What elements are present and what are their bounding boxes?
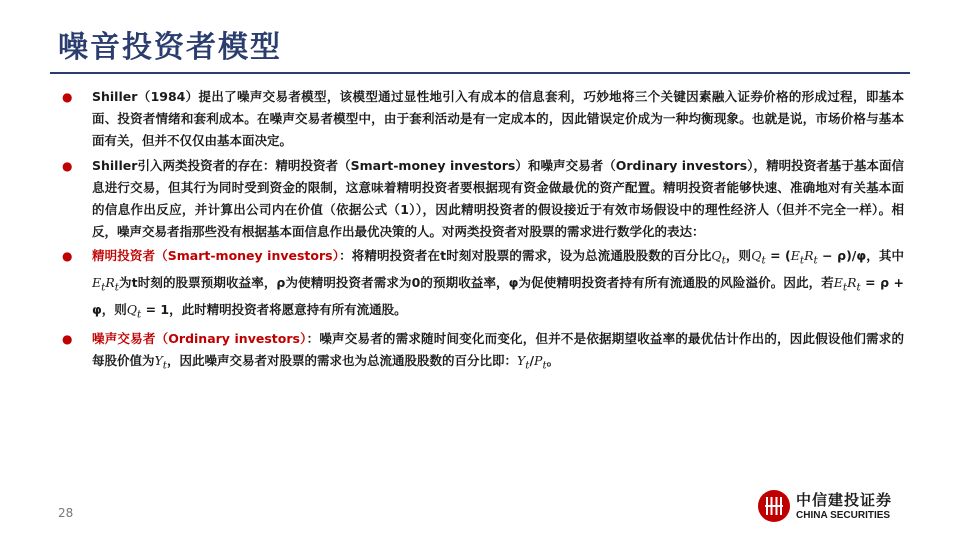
text-segment: ，则 — [725, 248, 752, 264]
logo-chinese-name: 中信建投证券 — [796, 490, 893, 509]
bullet-text — [92, 328, 904, 377]
bullet-marker-icon: ● — [62, 331, 73, 346]
bullet-item-noise-traders — [62, 328, 904, 377]
text-segment: = 1，此时精明投资者将愿意持有所有流通股。 — [141, 301, 407, 317]
text-segment: = ( — [765, 248, 791, 264]
math-var: $E_tR_t$ — [92, 275, 119, 294]
math-var: $P_t$ — [534, 352, 547, 372]
text-segment: 为t时刻的股票预期收益率，ρ为使精明投资者需求为0的预期收益率，φ为促使精明投资者持有所有流通股的风险溢价。因此，若 — [118, 275, 834, 291]
text-segment: 。 — [546, 352, 560, 368]
slide-title: 噪音投资者模型 — [58, 30, 282, 65]
bullet-text: Shiller引入两类投资者的存在：精明投资者（Smart-money investors）和噪声交易者（Ordinary investors），精明投资者基于基本面信息进行交易，但其行为同时受到资金的限制，这意味着精明投资者要根据现有资金做最优的资产配置。精明投资者能够快速、准确地对有关基本面的信息作出反应，并计算出公司内在价值（依据公式（1）），因此精明投资者的假设接近于有效市场假设中的理性经济人（但并不完全一样）。相反，噪声交易者指那些没有根据基本面信息作出最优决策的人。对两类投资者对股票的需求进行数学化的表达： — [92, 157, 904, 240]
bullet-item-smart-money — [62, 245, 904, 325]
math-var: $E_tR_t$ — [833, 275, 861, 294]
logo-text — [796, 491, 892, 522]
text-segment: ：噪声交易者的需求随时间变化而变化，但并不是依据期望收益率的最优估计作出的，因此假设他们需求的每股价值为 — [92, 330, 904, 368]
logo-english-name: CHINA SECURITIES — [796, 509, 891, 521]
noise-trader-label: 噪声交易者（Ordinary investors） — [92, 330, 307, 346]
company-logo — [758, 490, 892, 522]
title-underline — [50, 72, 910, 74]
page-number: 28 — [58, 506, 74, 520]
bullet-marker-icon: ● — [62, 249, 73, 264]
math-var: $Q_t$ — [126, 301, 142, 321]
text-segment: = ρ + φ，则 — [92, 275, 904, 317]
bullet-marker-icon: ● — [62, 158, 73, 173]
bullet-text — [92, 245, 904, 325]
bullet-item-shiller-model — [62, 86, 904, 153]
math-var: $Y_t$ — [516, 352, 530, 372]
china-securities-logo-icon — [758, 490, 790, 522]
math-var: $Q_t$ — [751, 248, 766, 267]
bullet-text: Shiller（1984）提出了噪声交易者模型，该模型通过显性地引入有成本的信息套利，巧妙地将三个关键因素融入证券价格的形成过程，即基本面、投资者情绪和套利成本。在噪声交易者模型中，由于套利活动是有一定成本的，因此错误定价成为一种均衡现象。也就是说，市场价格与基本面有关，但并不仅仅由基本面决定。 — [92, 89, 904, 149]
text-segment: ：将精明投资者在t时刻对股票的需求，设为总流通股股数的百分比 — [339, 248, 712, 264]
bullet-list — [62, 86, 904, 378]
bullet-marker-icon: ● — [62, 90, 73, 104]
math-var: $Y_t$ — [154, 352, 167, 372]
math-var: $Q_t$ — [711, 248, 726, 267]
text-segment: ，因此噪声交易者对股票的需求也为总流通股股数的百分比即： — [166, 352, 517, 368]
smart-money-label: 精明投资者（Smart-money investors） — [92, 248, 340, 264]
text-segment: − ρ)/φ，其中 — [817, 248, 905, 264]
math-var: $E_tR_t$ — [790, 248, 818, 267]
text-segment: / — [529, 352, 535, 368]
bullet-item-two-investor-types — [62, 155, 904, 244]
